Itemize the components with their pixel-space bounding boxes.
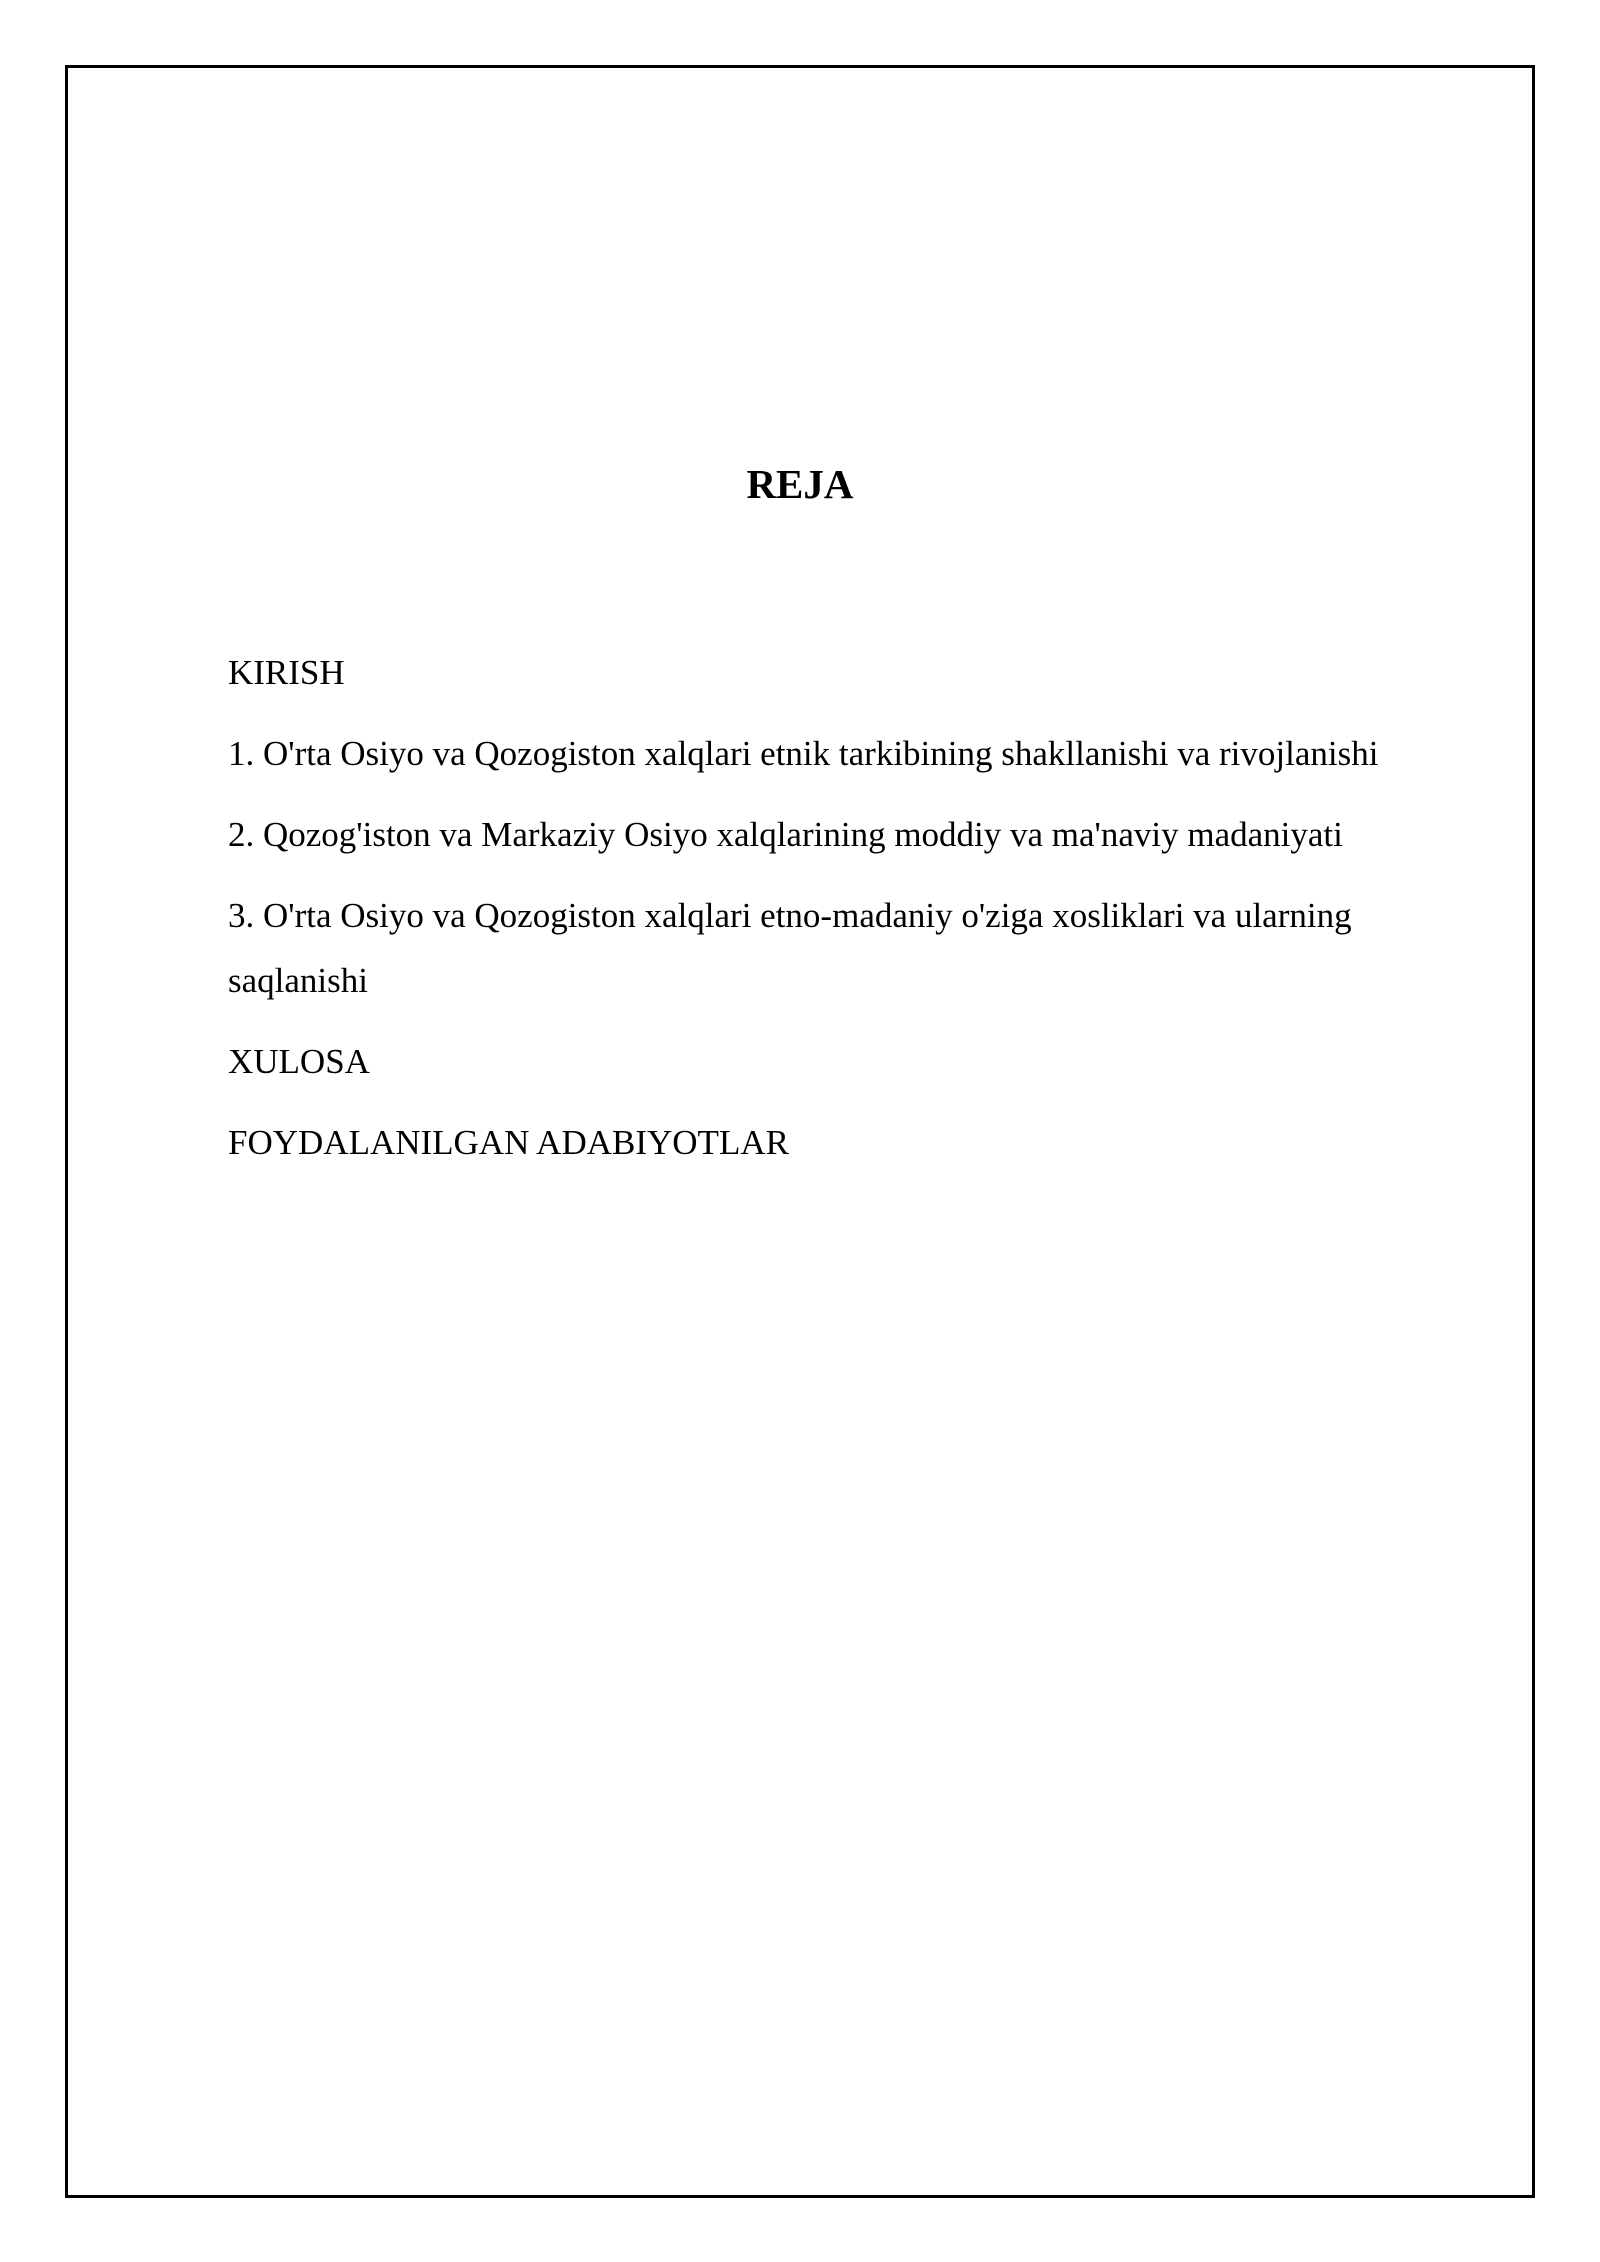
plan-item-3: 3. O'rta Osiyo va Qozogiston xalqlari etno-madaniy o'ziga xosliklari va ularning saqlanishi: [228, 896, 1352, 1000]
plan-item-references: FOYDALANILGAN ADABIYOTLAR: [228, 1123, 789, 1162]
plan-item-2: 2. Qozog'iston va Markaziy Osiyo xalqlarining moddiy va ma'naviy madaniyati: [228, 815, 1343, 854]
plan-list: [228, 640, 1498, 1191]
plan-item-conclusion: XULOSA: [228, 1042, 370, 1081]
page-title: REJA: [746, 461, 854, 507]
plan-item-1: 1. O'rta Osiyo va Qozogiston xalqlari etnik tarkibining shakllanishi va rivojlanishi: [228, 734, 1379, 773]
plan-item-intro: KIRISH: [228, 653, 345, 692]
